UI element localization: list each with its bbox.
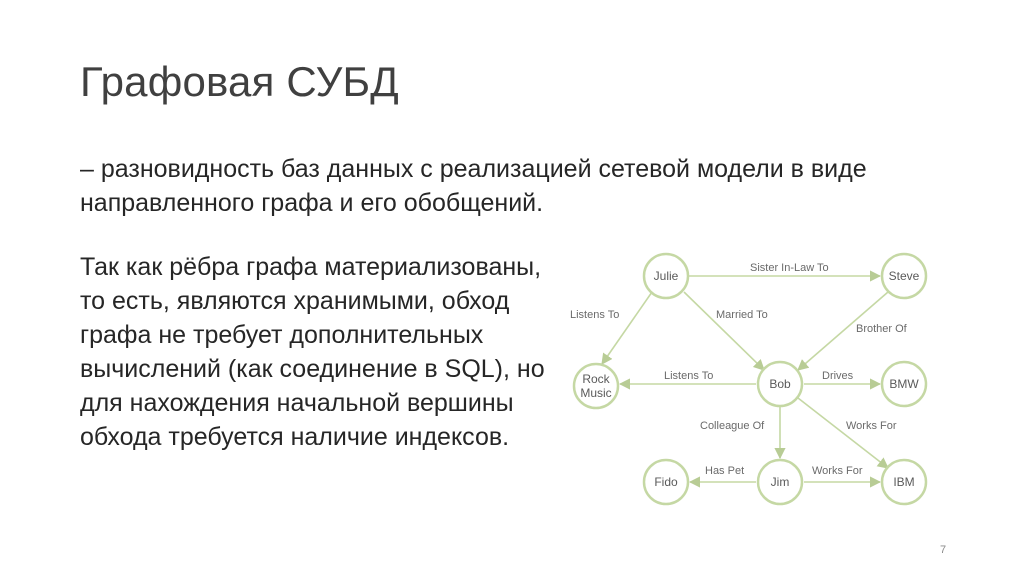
node-label-bmw: BMW	[889, 377, 919, 391]
definition-text: – разновидность баз данных с реализацией сетевой модели в виде направленного графа и его обобщений.	[80, 155, 867, 217]
node-label-julie: Julie	[653, 269, 679, 283]
edge-julie-rock	[602, 292, 652, 364]
node-label-rock: Rock	[582, 372, 610, 386]
node-label-ibm: IBM	[893, 475, 915, 489]
edge-label-steve-bob: Brother Of	[856, 323, 907, 335]
edge-bob-ibm	[798, 398, 888, 468]
node-label-bob: Bob	[769, 377, 791, 391]
node-label-fido: Fido	[654, 475, 678, 489]
edge-label-jim-fido: Has Pet	[705, 465, 745, 477]
edge-label-julie-rock: Listens To	[570, 309, 620, 321]
node-label-jim: Jim	[770, 475, 790, 489]
edge-julie-bob	[684, 292, 764, 370]
graph-diagram	[560, 240, 950, 510]
explanation-text: Так как рёбра графа материализованы, то есть, являются хранимыми, обход графа не требует дополнительных вычислений (как соединение в SQL), но для нахождения начальной вершины обхода требуется наличие индексов.	[80, 253, 545, 451]
edge-label-bob-ibm: Works For	[846, 420, 897, 432]
page-number: 7	[940, 544, 947, 556]
edge-label-bob-jim: Colleague Of	[700, 420, 765, 432]
edge-label-julie-bob: Married To	[716, 309, 768, 321]
node-label-music: Music	[580, 386, 612, 400]
node-label-steve: Steve	[888, 269, 920, 283]
edge-label-julie-steve: Sister In-Law To	[750, 262, 829, 274]
edge-label-bob-rock: Listens To	[664, 370, 714, 382]
edge-label-bob-bmw: Drives	[822, 370, 854, 382]
edge-label-jim-ibm: Works For	[812, 465, 863, 477]
slide-title: Графовая СУБД	[80, 58, 399, 105]
